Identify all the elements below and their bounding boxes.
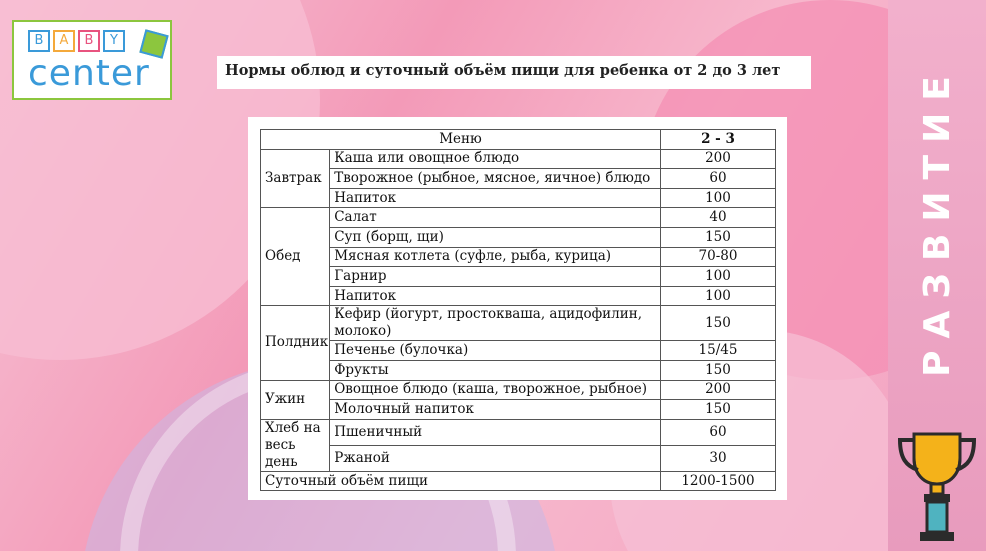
item-value: 150	[660, 227, 775, 247]
header-age: 2 - 3	[660, 130, 775, 150]
item-value: 30	[660, 445, 775, 471]
item-name: Напиток	[330, 286, 661, 306]
logo-word: center	[28, 53, 150, 94]
item-name: Овощное блюдо (каша, творожное, рыбное)	[330, 380, 661, 400]
table-row	[261, 188, 776, 208]
logo	[12, 20, 172, 100]
item-value: 100	[660, 188, 775, 208]
item-value: 150	[660, 360, 775, 380]
item-value: 15/45	[660, 341, 775, 361]
table-row	[261, 445, 776, 471]
trophy-icon	[894, 428, 980, 543]
meal-cell: Завтрак	[261, 149, 330, 208]
item-name: Каша или овощное блюдо	[330, 149, 661, 169]
side-label-text: РАЗВИТИЕ	[916, 63, 958, 377]
table-row	[261, 360, 776, 380]
logo-block: B	[28, 30, 50, 52]
table-row	[261, 267, 776, 287]
item-name: Напиток	[330, 188, 661, 208]
table-total-row	[261, 471, 776, 491]
item-value: 100	[660, 267, 775, 287]
meal-cell: Полдник	[261, 306, 330, 380]
table-row	[261, 286, 776, 306]
logo-blocks	[28, 30, 125, 52]
item-value: 60	[660, 169, 775, 189]
item-name: Фрукты	[330, 360, 661, 380]
item-value: 40	[660, 208, 775, 228]
total-value: 1200-1500	[660, 471, 775, 491]
total-label: Суточный объём пищи	[261, 471, 661, 491]
item-name: Печенье (булочка)	[330, 341, 661, 361]
item-value: 150	[660, 400, 775, 420]
nutrition-table-card	[248, 117, 787, 500]
table-row	[261, 341, 776, 361]
item-value: 60	[660, 419, 775, 445]
item-value: 100	[660, 286, 775, 306]
item-name: Молочный напиток	[330, 400, 661, 420]
table-row	[261, 419, 776, 445]
meal-cell: Хлеб на весь день	[261, 419, 330, 471]
side-label	[898, 63, 976, 377]
item-name: Гарнир	[330, 267, 661, 287]
item-value: 200	[660, 380, 775, 400]
table-row	[261, 380, 776, 400]
table-row	[261, 149, 776, 169]
item-name: Пшеничный	[330, 419, 661, 445]
header-menu: Меню	[261, 130, 661, 150]
table-row	[261, 247, 776, 267]
item-value: 200	[660, 149, 775, 169]
meal-cell: Обед	[261, 208, 330, 306]
item-name: Ржаной	[330, 445, 661, 471]
item-name: Салат	[330, 208, 661, 228]
logo-block: B	[78, 30, 100, 52]
logo-block: A	[53, 30, 75, 52]
logo-block: Y	[103, 30, 125, 52]
nutrition-table	[260, 129, 776, 491]
item-value: 70-80	[660, 247, 775, 267]
meal-cell: Ужин	[261, 380, 330, 419]
item-name: Кефир (йогурт, простокваша, ацидофилин, молоко)	[330, 306, 661, 341]
item-name: Суп (борщ, щи)	[330, 227, 661, 247]
table-row	[261, 169, 776, 189]
page-title: Нормы облюд и суточный объём пищи для ребенка от 2 до 3 лет	[217, 56, 811, 89]
table-row	[261, 306, 776, 341]
item-name: Мясная котлета (суфле, рыба, курица)	[330, 247, 661, 267]
item-value: 150	[660, 306, 775, 341]
table-row	[261, 208, 776, 228]
item-name: Творожное (рыбное, мясное, яичное) блюдо	[330, 169, 661, 189]
table-header-row	[261, 130, 776, 150]
table-row	[261, 227, 776, 247]
table-row	[261, 400, 776, 420]
